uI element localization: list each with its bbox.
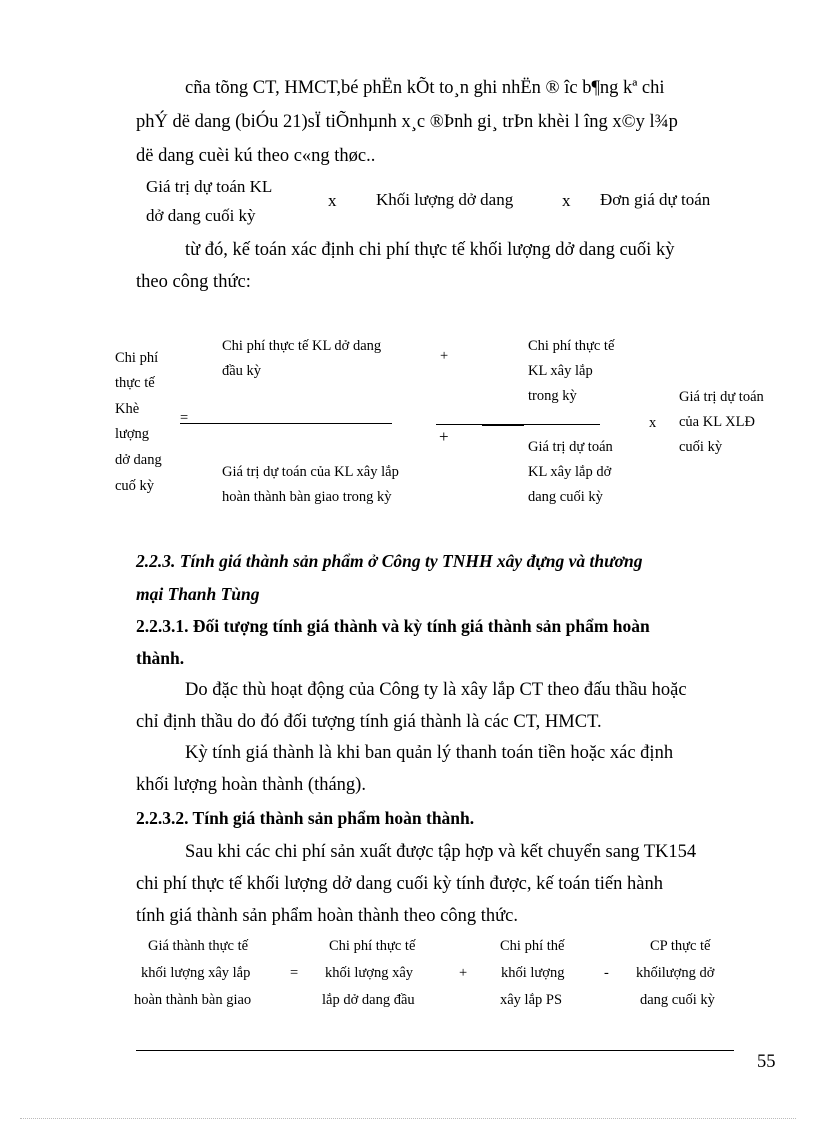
f2-lhs-line3: Khè xyxy=(115,401,140,417)
f3-c1-line2: khối lượng xây lắp xyxy=(141,965,251,981)
section-2231-heading-line2: thành. xyxy=(136,648,185,668)
f3-c3-line1: Chi phí thế xyxy=(500,938,565,954)
f2-fraction-bar-left xyxy=(180,423,392,424)
f3-equals: = xyxy=(290,965,299,981)
f3-c2-line3: lắp dở dang đầu xyxy=(322,992,415,1008)
footer-rule xyxy=(136,1050,734,1051)
f2-plus-top: + xyxy=(440,348,449,364)
f2-lhs-line1: Chi phí xyxy=(115,350,159,366)
f2-lhs-line4: lượng xyxy=(115,426,150,442)
f2-fraction-bar-mark xyxy=(482,425,524,426)
section-223-heading-line1: 2.2.3. Tính giá thành sản phẩm ở Công ty TNHH xây đựng và thương xyxy=(136,551,643,571)
f3-c1-line3: hoàn thành bàn giao xyxy=(134,992,252,1008)
f2-lhs-line2: thực tế xyxy=(115,375,155,391)
f2-rhs-line1: Giá trị dự toán xyxy=(679,389,764,405)
f2-num2-line2: KL xây lắp xyxy=(528,363,593,379)
f3-c2-line1: Chi phí thực tế xyxy=(329,938,416,954)
formula1-op1: x xyxy=(328,191,337,210)
para1-line2: phÝ dë dang (biÓu 21)sÏ tiÕnhµnh x¸c ®Þnh gi¸ trÞn khèi l îng x©y l¾p xyxy=(136,112,678,132)
f2-den2-line1: Giá trị dự toán xyxy=(528,439,613,455)
f3-c3-line2: khối lượng xyxy=(501,965,565,981)
f2-equals: = xyxy=(180,410,189,426)
formula1-term1a: Giá trị dự toán KL xyxy=(146,177,273,196)
f2-rhs-line3: cuối kỳ xyxy=(679,439,723,455)
para2-line1: từ đó, kế toán xác định chi phí thực tế khối lượng dở dang cuối kỳ xyxy=(185,240,675,260)
f2-lhs-line5: dở dang xyxy=(115,452,162,468)
section-223-heading-line2: mại Thanh Tùng xyxy=(136,584,260,604)
f2-times: x xyxy=(649,415,657,431)
f2-rhs-line2: của KL XLĐ xyxy=(679,414,755,430)
para4-line1: Kỳ tính giá thành là khi ban quản lý thanh toán tiền hoặc xác định xyxy=(185,743,674,763)
f2-den1-line2: hoàn thành bàn giao trong kỳ xyxy=(222,489,392,505)
f3-c3-line3: xây lắp PS xyxy=(500,992,563,1008)
formula1-term2: Khối lượng dở dang xyxy=(376,190,514,209)
f3-c4-line2: khốilượng dở xyxy=(636,965,715,981)
page-number: 55 xyxy=(757,1052,776,1072)
para5-line1: Sau khi các chi phí sản xuất được tập hợp và kết chuyển sang TK154 xyxy=(185,842,697,862)
section-2232-heading: 2.2.3.2. Tính giá thành sản phẩm hoàn thành. xyxy=(136,808,475,828)
para1-line3: dë dang cuèi kú theo c«ng thøc.. xyxy=(136,146,376,166)
f3-c2-line2: khối lượng xây xyxy=(325,965,414,981)
f3-c1-line1: Giá thành thực tế xyxy=(148,938,249,954)
para2-line2: theo công thức: xyxy=(136,272,251,292)
f2-num1-line1: Chi phí thực tế KL dở dang xyxy=(222,338,382,354)
f2-lhs-line6: cuố kỳ xyxy=(115,478,155,494)
para4-line2: khối lượng hoàn thành (tháng). xyxy=(136,775,366,795)
f2-den1-line1: Giá trị dự toán của KL xây lắp xyxy=(222,464,399,480)
para5-line2: chi phí thực tế khối lượng dở dang cuối kỳ tính được, kế toán tiến hành xyxy=(136,874,663,894)
f3-c4-line1: CP thực tế xyxy=(650,938,711,954)
f3-minus: - xyxy=(604,965,609,981)
f2-plus-bottom: + xyxy=(439,427,449,446)
f2-den2-line2: KL xây lắp dở xyxy=(528,464,612,480)
f2-den2-line3: dang cuối kỳ xyxy=(528,489,603,505)
page-edge-dotted-line xyxy=(20,1118,796,1119)
section-2231-heading-line1: 2.2.3.1. Đối tượng tính giá thành và kỳ tính giá thành sản phẩm hoàn xyxy=(136,616,650,636)
formula1-term3: Đơn giá dự toán xyxy=(600,190,711,209)
para5-line3: tính giá thành sản phẩm hoàn thành theo công thức. xyxy=(136,906,518,926)
formula1-op2: x xyxy=(562,191,571,210)
f3-plus: + xyxy=(459,965,468,981)
f2-num1-line2: đầu kỳ xyxy=(222,363,262,379)
f2-num2-line3: trong kỳ xyxy=(528,388,577,404)
para1-line1: cña tõng CT, HMCT,bé phËn kÕt to¸n ghi nhËn ® îc b¶ng kª chi xyxy=(185,78,665,98)
f2-num2-line1: Chi phí thực tế xyxy=(528,338,615,354)
formula1-term1b: dở dang cuối kỳ xyxy=(146,206,256,225)
f3-c4-line3: dang cuối kỳ xyxy=(640,992,715,1008)
para3-line2: chỉ định thầu do đó đối tượng tính giá thành là các CT, HMCT. xyxy=(136,712,602,732)
para3-line1: Do đặc thù hoạt động của Công ty là xây lắp CT theo đấu thầu hoặc xyxy=(185,680,687,700)
